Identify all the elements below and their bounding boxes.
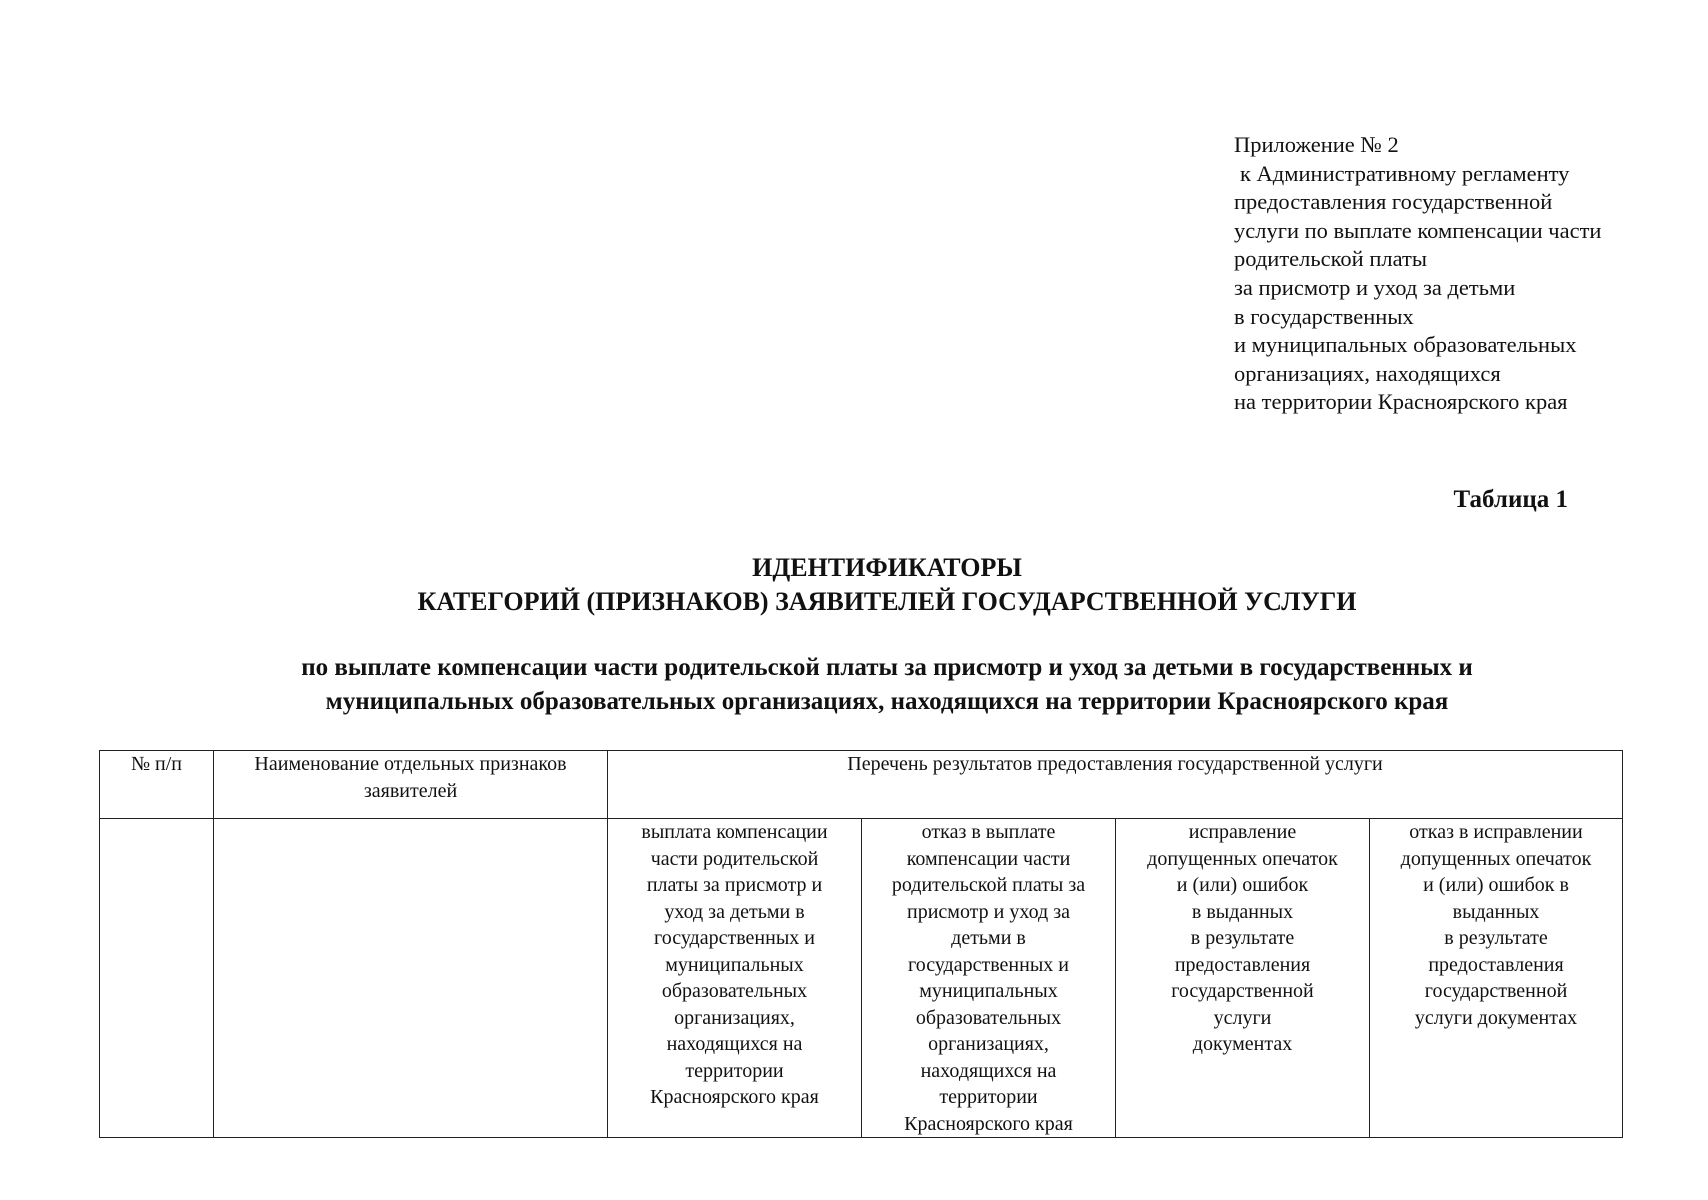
result-column-3: исправление допущенных опечаток и (или) ошибок в выданных в результате предоставления государственной услуги документах <box>1116 819 1370 1138</box>
cell-number <box>100 819 214 1138</box>
header-name: Наименование отдельных признаков заявителей <box>214 751 608 819</box>
subtitle-line-1: по выплате компенсации части родительской платы за присмотр и уход за детьми в государственных и <box>301 654 1473 681</box>
appendix-block <box>1234 131 1674 417</box>
cell-name <box>214 819 608 1138</box>
appendix-line: организациях, находящихся <box>1234 360 1501 386</box>
result-column-2: отказ в выплате компенсации части родительской платы за присмотр и уход за детьми в государственных и муниципальных образовательных организациях, находящихся на территории Красноярского края <box>862 819 1116 1138</box>
table-label: Таблица 1 <box>1453 486 1568 513</box>
document-subtitle <box>0 651 1708 719</box>
header-number: № п/п <box>100 751 214 819</box>
appendix-line: к Административному регламенту <box>1240 160 1570 186</box>
appendix-line: в государственных <box>1234 303 1414 329</box>
appendix-line: и муниципальных образовательных <box>1234 332 1577 358</box>
title-line-2: КАТЕГОРИЙ (ПРИЗНАКОВ) ЗАЯВИТЕЛЕЙ ГОСУДАРСТВЕННОЙ УСЛУГИ <box>417 587 1357 616</box>
subtitle-line-2: муниципальных образовательных организациях, находящихся на территории Красноярского края <box>325 688 1449 715</box>
appendix-line: услуги по выплате компенсации части <box>1234 217 1602 243</box>
document-title <box>0 551 1708 619</box>
appendix-line: предоставления государственной <box>1234 189 1553 215</box>
appendix-line: за присмотр и уход за детьми <box>1234 274 1516 300</box>
appendix-line: родительской платы <box>1234 246 1427 272</box>
header-results: Перечень результатов предоставления государственной услуги <box>608 751 1623 819</box>
table-header-row <box>100 751 1623 819</box>
table-row <box>100 819 1623 1138</box>
title-line-1: ИДЕНТИФИКАТОРЫ <box>752 553 1022 582</box>
result-column-1: выплата компенсации части родительской платы за присмотр и уход за детьми в государственных и муниципальных образовательных организациях, находящихся на территории Красноярского края <box>608 819 862 1138</box>
identifiers-table <box>99 750 1623 1138</box>
appendix-line: Приложение № 2 <box>1234 132 1399 157</box>
appendix-line: на территории Красноярского края <box>1234 389 1568 415</box>
result-column-4: отказ в исправлении допущенных опечаток и (или) ошибок в выданных в результате предоставления государственной услуги документах <box>1370 819 1623 1138</box>
